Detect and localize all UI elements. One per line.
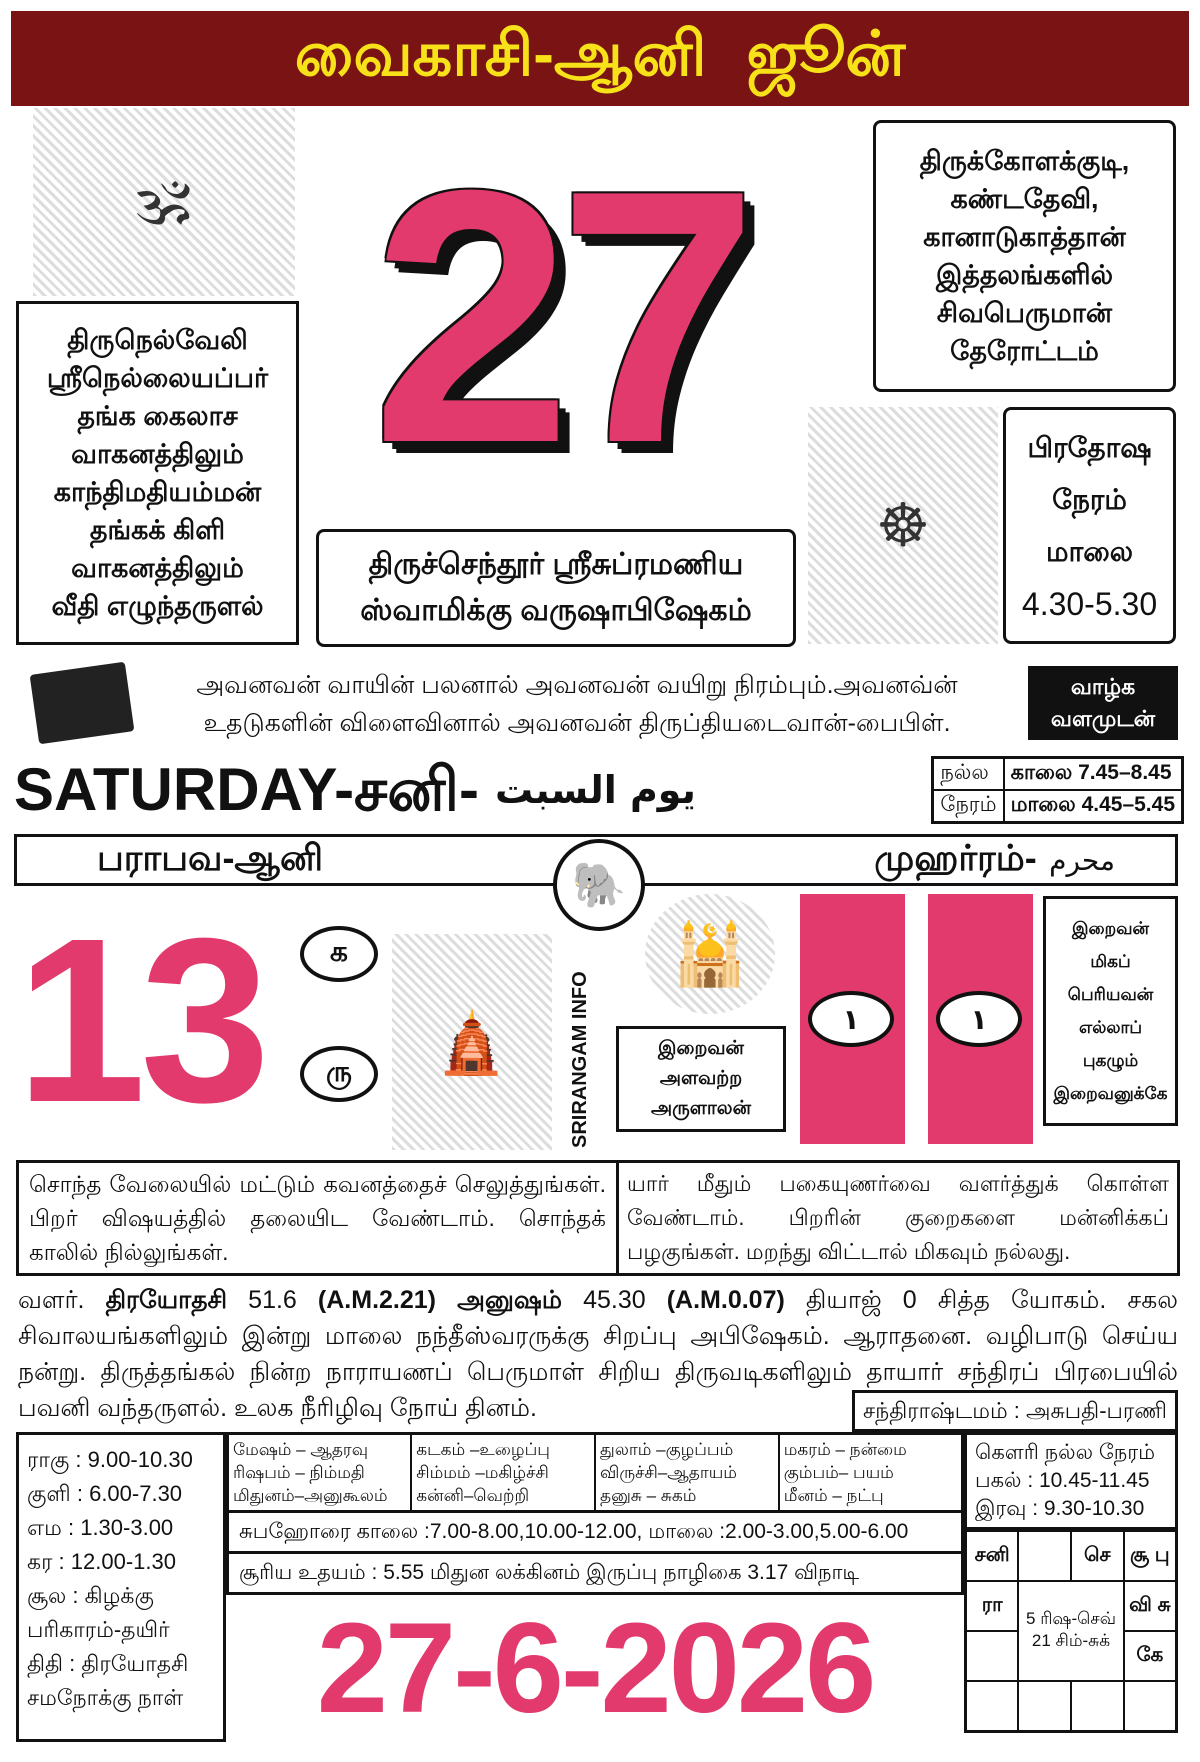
rasi-cell: ரா — [966, 1581, 1019, 1631]
rasi-cell: செ — [1071, 1531, 1124, 1581]
tamil-date-big: 13 — [16, 889, 265, 1151]
text: (A.M.2.21) — [317, 1286, 437, 1314]
text-line: அவனவன் வாயின் பலனால் அவனவன் வயிறு நிரம்பும்.அவனவ்ன் — [196, 671, 958, 699]
tamil-months: வைகாசி-ஆனி — [294, 19, 707, 89]
text-line: வாழ்க — [1070, 674, 1136, 699]
islamic-digit: ١ — [936, 991, 1022, 1047]
nokku-naal: சமநோக்கு நாள் — [27, 1685, 184, 1710]
nakshatra: அனுஷம் — [436, 1286, 562, 1314]
chandrashtamam-box: சந்திராஷ்டமம் : அசுபதி-பரணி — [852, 1390, 1178, 1432]
parigaram: பரிகாரம்-தயிர் — [27, 1617, 170, 1642]
english-month: ஜூன் — [746, 19, 906, 89]
islamic-right-box — [1043, 896, 1178, 1126]
text-line: நேரம் — [1052, 483, 1127, 515]
islamic-left-box — [616, 1026, 786, 1132]
shiva-parvati-image: 🕉 — [33, 108, 295, 296]
quote-text — [142, 666, 1012, 742]
pradosha-time: 4.30-5.30 — [1021, 585, 1158, 622]
rasi-chart — [964, 1530, 1178, 1733]
ema: எம : 1.30-3.00 — [27, 1515, 174, 1540]
islamic-month-group — [874, 837, 1115, 884]
weekday-label: SATURDAY-சனி- — [14, 756, 480, 823]
left-circle-badge: க — [300, 926, 378, 982]
text-line: ஸ்ரீநெல்லையப்பர் — [46, 363, 269, 393]
english-date-big: 27 — [371, 116, 745, 518]
text-line: மாலை — [1046, 535, 1133, 567]
advice-right: யார் மீதும் பகையுணர்வை வளர்த்துக் கொள்ள வேண்டாம். பிறரின் குறைகளை மன்னிக்கப் பழகுங்கள். மறந்து விட்டால் மிகவும் நல்லது. — [627, 1171, 1169, 1264]
text: 21 சிம்-சுக் — [1031, 1631, 1111, 1650]
text: கன்னி–வெற்றி — [416, 1486, 530, 1505]
right-column — [964, 1432, 1178, 1733]
vazhga-badge — [1028, 666, 1178, 740]
text: மேஷம் – ஆதரவு — [233, 1440, 368, 1459]
text: துலாம் –குழப்பம் — [600, 1440, 734, 1459]
zodiac-table — [226, 1432, 964, 1513]
text: வளர். — [18, 1286, 106, 1314]
text-line: வீதி எழுந்தருளல் — [51, 591, 264, 621]
text-line: இறைவன் — [657, 1038, 744, 1059]
rasi-cell — [1018, 1681, 1071, 1731]
text: மிதுனம்–அனுகூலம் — [233, 1486, 388, 1505]
text-line: தேரோட்டம் — [950, 336, 1099, 366]
text: மீனம் – நட்பு — [783, 1486, 884, 1505]
rasi-cell — [1071, 1681, 1124, 1731]
text: தனுசு – சுகம் — [600, 1486, 697, 1505]
islamic-digit: ١ — [808, 991, 894, 1047]
text: 5 ரிஷ-செவ் — [1026, 1609, 1117, 1628]
zodiac-col — [595, 1434, 779, 1512]
text-line: ஸ்வாமிக்கு வருஷாபிஷேகம் — [360, 594, 752, 627]
center-event-box — [316, 529, 796, 647]
top-section — [0, 106, 1200, 654]
weekday-arabic: يوم السبت — [495, 768, 696, 812]
pradosha-box — [1003, 407, 1176, 644]
zodiac-col — [228, 1434, 412, 1512]
text-line: புகழும் — [1082, 1051, 1139, 1070]
islamic-month: முஹர்ரம்- — [874, 836, 1037, 878]
bible-icon — [30, 662, 135, 745]
text-line: திருச்செந்தூர் ஸ்ரீசுப்ரமணிய — [368, 548, 744, 581]
sunrise: சூரிய உதயம் : 5.55 மிதுன லக்கினம் இருப்பு நாழிகை 3.17 விநாடி — [226, 1554, 964, 1595]
zodiac-col — [779, 1434, 963, 1512]
right-circle-badge: ரு — [300, 1046, 378, 1102]
text: சிம்மம் –மகிழ்ச்சி — [416, 1463, 549, 1482]
text: மகரம் – நன்மை — [783, 1440, 907, 1459]
text: 51.6 — [227, 1286, 318, 1314]
text-line: வளமுடன் — [1050, 706, 1156, 731]
zodiac-col — [411, 1434, 595, 1512]
text-line: சிவபெருமான் — [936, 298, 1113, 328]
title: கௌரி நல்ல நேரம் — [975, 1441, 1155, 1464]
text: ரிஷபம் – நிம்மதி — [233, 1463, 365, 1482]
year-month-row — [14, 834, 1178, 910]
text: தியாஜ் 0 சித்த யோகம். சகல சிவாலயங்களிலும் இன்று மாலை நந்தீஸ்வரருக்கு சிறப்பு அபிஷேகம். ஆராதனை. வழிபாடு செய்ய நன்று. திருத்தங்கல் நின்ற நாராயணப் பெருமாள் சிறிய திருவடிகளிலும் தாயார் சந்திரப் பிரபையில் பவனி வந்தருளல். உலக நீரிழிவு நோய் தினம். — [18, 1286, 1178, 1422]
text-line: தங்கக் கிளி — [89, 515, 226, 545]
quote-row — [30, 664, 1180, 744]
mosque-image: 🕌 — [645, 894, 775, 1014]
rasi-center — [1018, 1581, 1123, 1681]
advice-left: சொந்த வேலையில் மட்டும் கவனத்தைச் செலுத்துங்கள். பிறர் விஷயத்தில் தலையிட வேண்டாம். சொந்தக் காலில் நில்லுங்கள். — [19, 1163, 619, 1273]
night-time: இரவு : 9.30-10.30 — [975, 1497, 1145, 1520]
rasi-cell: சூ பு — [1124, 1531, 1177, 1581]
text-line: பெரியவன் — [1067, 985, 1154, 1004]
bottom-section — [16, 1432, 1178, 1742]
kara: கர : 12.00-1.30 — [27, 1549, 176, 1574]
month-header — [11, 11, 1189, 106]
text-line: அருளாலன் — [651, 1098, 751, 1119]
watermark: SRIRANGAM INFO — [569, 971, 591, 1148]
kuli: குளி : 6.00-7.30 — [27, 1481, 183, 1506]
nataraja-image: ☸ — [808, 407, 998, 644]
weekday-row — [14, 750, 1184, 830]
thithi: திரயோதசி — [105, 1286, 228, 1314]
text-line: இறைவனுக்கே — [1053, 1084, 1168, 1103]
text-line: வாகனத்திலும் — [71, 553, 244, 583]
thithi: திதி : திரயோதசி — [27, 1651, 189, 1676]
nalla-neram-table — [931, 756, 1184, 824]
left-event-box — [16, 301, 299, 645]
tamil-year-month: பராபவ-ஆனி — [97, 836, 324, 878]
text: (A.M.0.07) — [666, 1286, 785, 1314]
text-line: திருநெல்வேலி — [67, 325, 248, 355]
text-line: உதடுகளின் விளைவினால் அவனவன் திருப்தியடைவான்-பைபிள். — [203, 709, 951, 737]
islamic-month-arabic: محرم — [1049, 843, 1115, 877]
text-line: அளவற்ற — [659, 1068, 743, 1089]
ganesha-logo: 🐘 — [553, 839, 645, 931]
text-line: காந்திமதியம்மன் — [53, 477, 262, 507]
text: கடகம் –உழைப்பு — [416, 1440, 550, 1459]
rahu: ராகு : 9.00-10.30 — [27, 1447, 193, 1472]
evening-time: மாலை 4.45–5.45 — [1004, 790, 1183, 823]
text-line: இத்தலங்களில் — [935, 260, 1114, 290]
day-time: பகல் : 10.45-11.45 — [975, 1469, 1150, 1492]
label: நேரம் — [933, 790, 1004, 823]
morning-time: காலை 7.45–8.45 — [1004, 758, 1183, 791]
text-line: வாகனத்திலும் — [71, 439, 244, 469]
text: விருச்சி–ஆதாயம் — [600, 1463, 737, 1482]
rasi-cell: வி சு — [1124, 1581, 1177, 1631]
murugan-image: 🛕 — [392, 934, 552, 1150]
gowri-box — [964, 1432, 1178, 1530]
text-line: கானாடுகாத்தான் — [923, 222, 1126, 252]
text-line: பிரதோஷ — [1027, 431, 1152, 463]
right-event-box — [873, 120, 1176, 392]
text: கும்பம்– பயம் — [783, 1463, 894, 1482]
label: நல்ல — [933, 758, 1004, 791]
text-line: இறைவன் — [1072, 919, 1149, 938]
advice-row — [16, 1160, 1180, 1276]
rasi-cell — [1018, 1531, 1071, 1581]
rasi-cell: சனி — [966, 1531, 1019, 1581]
text-line: மிகப் — [1090, 952, 1131, 971]
text-line: தங்க கைலாச — [77, 401, 238, 431]
rasi-cell — [966, 1631, 1019, 1681]
text-line: எல்லாப் — [1078, 1018, 1143, 1037]
rasi-cell: கே — [1124, 1631, 1177, 1681]
full-date: 27-6-2026 — [316, 1597, 874, 1740]
text: 45.30 — [561, 1286, 667, 1314]
rasi-cell — [1124, 1681, 1177, 1731]
panchang-paragraph — [18, 1282, 1178, 1426]
rasi-cell — [966, 1681, 1019, 1731]
timings-box — [16, 1432, 226, 1742]
middle-column — [226, 1432, 964, 1742]
text-line: திருக்கோளக்குடி, — [919, 146, 1130, 176]
text-line: கண்டதேவி, — [950, 184, 1099, 214]
subha-horai: சுபஹோரை காலை :7.00-8.00,10.00-12.00, மாலை :2.00-3.00,5.00-6.00 — [226, 1513, 964, 1554]
soolam: சூல : கிழக்கு — [27, 1583, 154, 1608]
